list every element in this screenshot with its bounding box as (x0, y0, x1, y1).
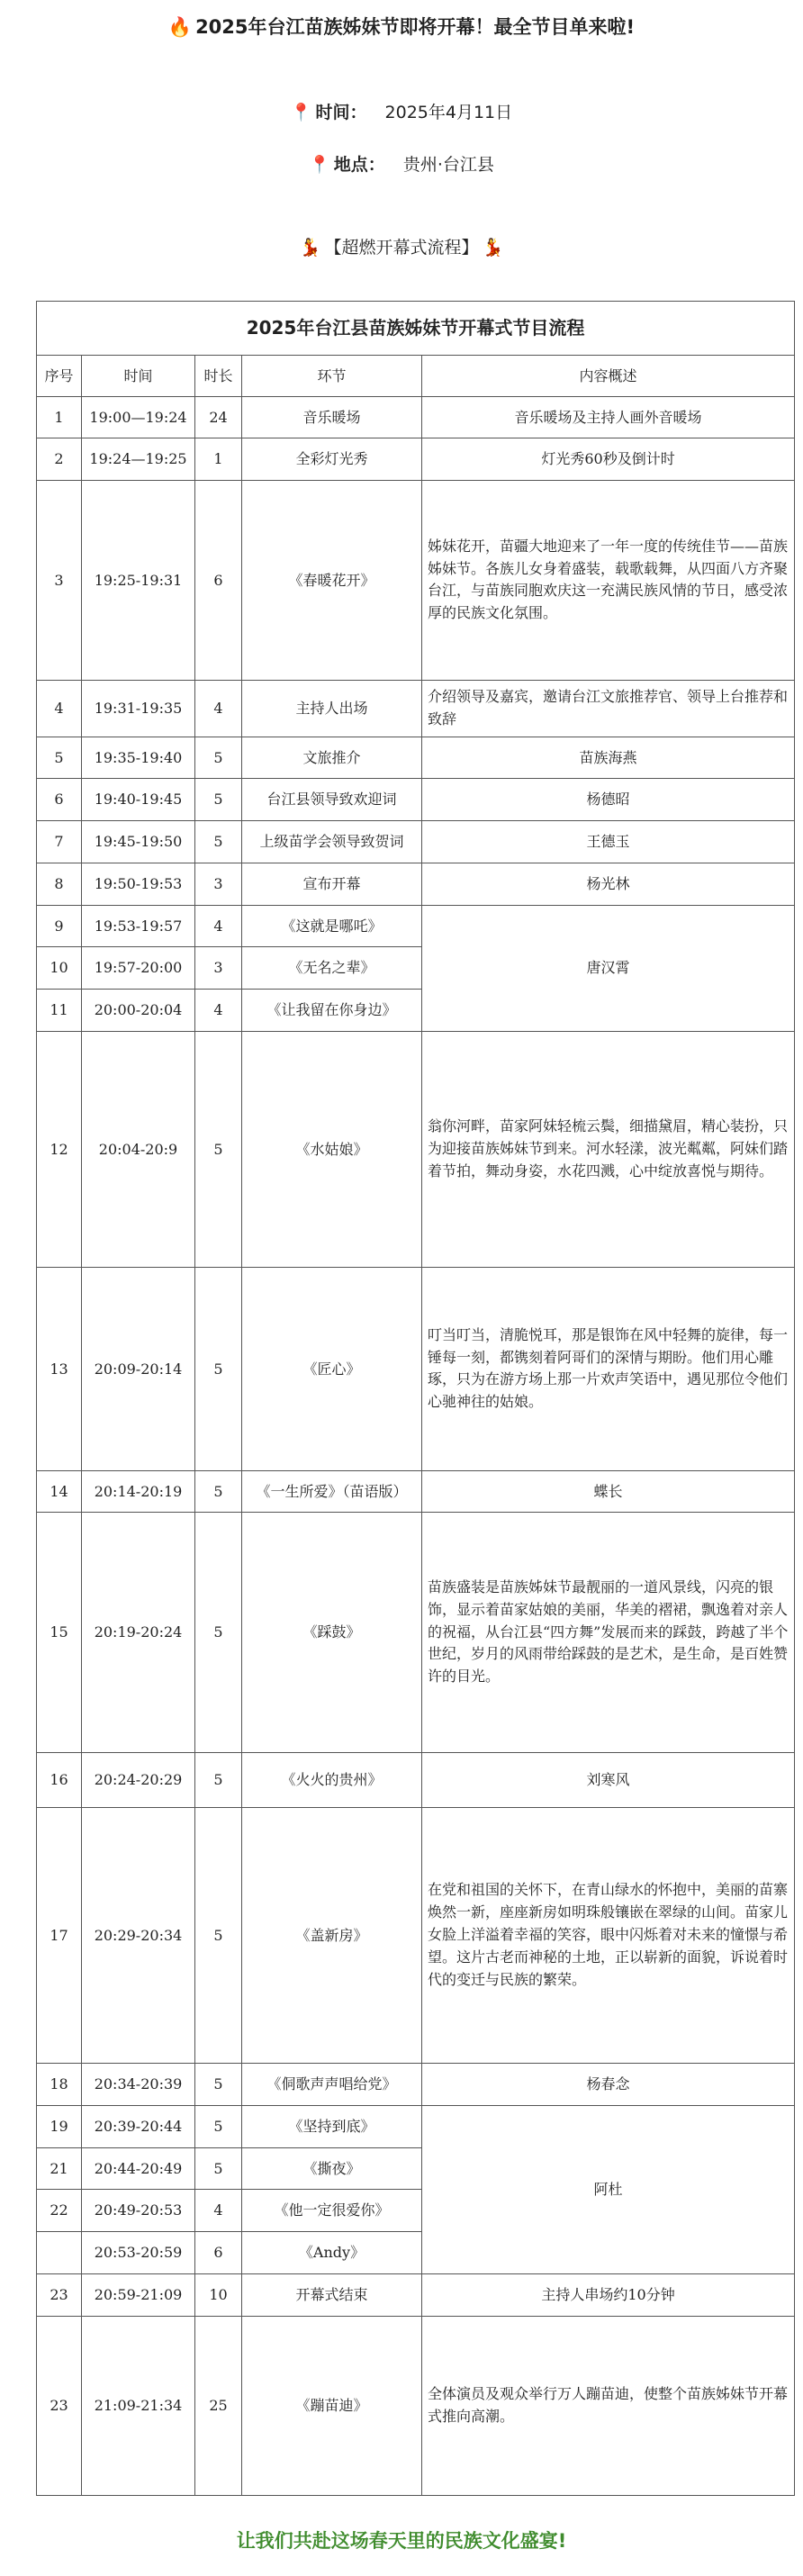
title-text: 2025年台江苗族姊妹节即将开幕！最全节目单来啦! (195, 16, 636, 38)
page-title (0, 13, 803, 40)
row-segment: 《春暖花开》 (242, 481, 422, 681)
program-table (36, 301, 795, 2496)
row-number: 7 (37, 821, 82, 863)
row-description: 全体演员及观众举行万人蹦苗迪，使整个苗族姊妹节开幕式推向高潮。 (422, 2316, 795, 2495)
table-row (37, 1752, 795, 1807)
row-time: 20:29-20:34 (82, 1807, 195, 2064)
row-description: 姊妹花开，苗疆大地迎来了一年一度的传统佳节——苗族姊妹节。各族儿女身着盛装，载歌载舞，从四面八方齐聚台江，与苗族同胞欢庆这一充满民族风情的节日，感受浓厚的民族文化氛围。 (422, 481, 795, 681)
table-row (37, 2273, 795, 2316)
row-duration: 3 (195, 947, 242, 990)
column-header: 环节 (242, 355, 422, 396)
table-row (37, 2064, 795, 2106)
row-description: 刘寒风 (422, 1752, 795, 1807)
row-segment: 《水姑娘》 (242, 1031, 422, 1267)
table-row (37, 863, 795, 905)
row-segment: 主持人出场 (242, 680, 422, 737)
table-title: 2025年台江县苗族姊妹节开幕式节目流程 (37, 302, 795, 356)
row-time: 20:14-20:19 (82, 1470, 195, 1513)
row-number: 15 (37, 1513, 82, 1752)
row-number: 9 (37, 905, 82, 947)
row-segment: 《坚持到底》 (242, 2105, 422, 2147)
row-description: 翁你河畔，苗家阿妹轻梳云鬓，细描黛眉，精心装扮，只为迎接苗族姊妹节到来。河水轻漾，波光粼粼，阿妹们踏着节拍，舞动身姿，水花四溅，心中绽放喜悦与期待。 (422, 1031, 795, 1267)
table-row (37, 821, 795, 863)
row-number: 23 (37, 2316, 82, 2495)
row-description: 苗族海燕 (422, 737, 795, 779)
row-number: 8 (37, 863, 82, 905)
row-time: 19:24—19:25 (82, 438, 195, 481)
table-row (37, 737, 795, 779)
row-segment: 音乐暖场 (242, 396, 422, 438)
row-segment: 《Andy》 (242, 2232, 422, 2274)
row-number: 22 (37, 2190, 82, 2232)
place-info (0, 151, 803, 176)
row-time: 19:00—19:24 (82, 396, 195, 438)
flow-text: 【超燃开幕式流程】 (324, 238, 479, 258)
column-header: 序号 (37, 355, 82, 396)
row-time: 19:35-19:40 (82, 737, 195, 779)
row-duration: 5 (195, 2105, 242, 2147)
row-time: 19:40-19:45 (82, 779, 195, 821)
row-time: 20:53-20:59 (82, 2232, 195, 2274)
column-header: 时长 (195, 355, 242, 396)
row-duration: 5 (195, 1470, 242, 1513)
row-segment: 《盖新房》 (242, 1807, 422, 2064)
time-info (0, 99, 803, 123)
time-label: 时间： (315, 103, 367, 122)
row-duration: 5 (195, 1268, 242, 1471)
row-time: 19:57-20:00 (82, 947, 195, 990)
row-duration: 4 (195, 990, 242, 1032)
column-header: 内容概述 (422, 355, 795, 396)
column-header: 时间 (82, 355, 195, 396)
row-time: 19:45-19:50 (82, 821, 195, 863)
row-time: 20:04-20:9 (82, 1031, 195, 1267)
row-duration: 5 (195, 1807, 242, 2064)
row-number: 19 (37, 2105, 82, 2147)
row-description: 杨光林 (422, 863, 795, 905)
row-duration: 5 (195, 737, 242, 779)
place-label: 地点： (333, 155, 385, 175)
row-description: 音乐暖场及主持人画外音暖场 (422, 396, 795, 438)
row-time: 19:31-19:35 (82, 680, 195, 737)
row-time: 20:44-20:49 (82, 2147, 195, 2190)
row-segment: 《踩鼓》 (242, 1513, 422, 1752)
row-description: 王德玉 (422, 821, 795, 863)
footer-slogan: 让我们共赴这场春天里的民族文化盛宴! (236, 2530, 567, 2552)
row-segment: 《无名之辈》 (242, 947, 422, 990)
table-row (37, 1807, 795, 2064)
row-number: 1 (37, 396, 82, 438)
row-description: 杨春念 (422, 2064, 795, 2106)
row-description: 阿杜 (422, 2105, 795, 2273)
row-number: 17 (37, 1807, 82, 2064)
table-row (37, 1513, 795, 1752)
row-description: 蝶长 (422, 1470, 795, 1513)
row-time: 19:50-19:53 (82, 863, 195, 905)
row-segment: 《他一定很爱你》 (242, 2190, 422, 2232)
row-number: 16 (37, 1752, 82, 1807)
table-row (37, 2316, 795, 2495)
table-row (37, 481, 795, 681)
row-number: 5 (37, 737, 82, 779)
row-time: 20:24-20:29 (82, 1752, 195, 1807)
row-time: 20:34-20:39 (82, 2064, 195, 2106)
row-number: 4 (37, 680, 82, 737)
row-segment: 《匠心》 (242, 1268, 422, 1471)
row-time: 20:39-20:44 (82, 2105, 195, 2147)
row-segment: 宣布开幕 (242, 863, 422, 905)
table-row (37, 2105, 795, 2147)
row-number: 14 (37, 1470, 82, 1513)
table-row (37, 680, 795, 737)
row-number: 18 (37, 2064, 82, 2106)
row-duration: 5 (195, 1031, 242, 1267)
pin-icon: 📍 (290, 103, 312, 122)
row-number: 10 (37, 947, 82, 990)
row-segment: 开幕式结束 (242, 2273, 422, 2316)
row-description: 介绍领导及嘉宾，邀请台江文旅推荐官、领导上台推荐和致辞 (422, 680, 795, 737)
row-number: 6 (37, 779, 82, 821)
pin-icon: 📍 (309, 155, 330, 175)
table-row (37, 779, 795, 821)
row-duration: 5 (195, 1752, 242, 1807)
row-segment: 文旅推介 (242, 737, 422, 779)
row-duration: 3 (195, 863, 242, 905)
row-segment: 《一生所爱》（苗语版） (242, 1470, 422, 1513)
row-duration: 5 (195, 2064, 242, 2106)
row-duration: 5 (195, 821, 242, 863)
table-row (37, 1031, 795, 1267)
table-row (37, 1268, 795, 1471)
row-segment: 《侗歌声声唱给党》 (242, 2064, 422, 2106)
row-duration: 5 (195, 1513, 242, 1752)
dancer-icon: 💃 (482, 238, 504, 258)
row-duration: 4 (195, 2190, 242, 2232)
row-description: 灯光秀60秒及倒计时 (422, 438, 795, 481)
row-description: 唐汉霄 (422, 905, 795, 1031)
row-description: 杨德昭 (422, 779, 795, 821)
row-duration: 4 (195, 905, 242, 947)
row-duration: 4 (195, 680, 242, 737)
row-time: 20:59-21:09 (82, 2273, 195, 2316)
row-number: 13 (37, 1268, 82, 1471)
row-number: 23 (37, 2273, 82, 2316)
row-time: 20:49-20:53 (82, 2190, 195, 2232)
table-row (37, 438, 795, 481)
place-value: 贵州·台江县 (402, 155, 494, 175)
row-segment: 上级苗学会领导致贺词 (242, 821, 422, 863)
row-time: 20:19-20:24 (82, 1513, 195, 1752)
row-segment: 台江县领导致欢迎词 (242, 779, 422, 821)
row-time: 21:09-21:34 (82, 2316, 195, 2495)
row-duration: 6 (195, 2232, 242, 2274)
time-value: 2025年4月11日 (384, 103, 513, 122)
table-row (37, 905, 795, 947)
row-description: 在党和祖国的关怀下，在青山绿水的怀抱中，美丽的苗寨焕然一新，座座新房如明珠般镶嵌在翠绿的山间。苗家儿女脸上洋溢着幸福的笑容，眼中闪烁着对未来的憧憬与希望。这片古老而神秘的土地，正以崭新的面貌，诉说着时代的变迁与民族的繁荣。 (422, 1807, 795, 2064)
row-description: 叮当叮当，清脆悦耳，那是银饰在风中轻舞的旋律，每一锤每一刻，都镌刻着阿哥们的深情与期盼。他们用心雕琢，只为在游方场上那一片欢声笑语中，遇见那位令他们心驰神往的姑娘。 (422, 1268, 795, 1471)
row-duration: 1 (195, 438, 242, 481)
fire-icon: 🔥 (167, 16, 193, 38)
row-duration: 6 (195, 481, 242, 681)
row-duration: 5 (195, 779, 242, 821)
row-segment: 全彩灯光秀 (242, 438, 422, 481)
row-number: 12 (37, 1031, 82, 1267)
table-row (37, 396, 795, 438)
row-segment: 《这就是哪吒》 (242, 905, 422, 947)
row-number: 21 (37, 2147, 82, 2190)
row-time: 20:00-20:04 (82, 990, 195, 1032)
row-number: 11 (37, 990, 82, 1032)
row-number: 2 (37, 438, 82, 481)
row-segment: 《蹦苗迪》 (242, 2316, 422, 2495)
row-duration: 24 (195, 396, 242, 438)
row-number (37, 2232, 82, 2274)
row-duration: 25 (195, 2316, 242, 2495)
row-duration: 10 (195, 2273, 242, 2316)
row-description: 主持人串场约10分钟 (422, 2273, 795, 2316)
row-time: 19:25-19:31 (82, 481, 195, 681)
row-segment: 《撕夜》 (242, 2147, 422, 2190)
row-duration: 5 (195, 2147, 242, 2190)
dancer-icon: 💃 (299, 238, 321, 258)
row-time: 20:09-20:14 (82, 1268, 195, 1471)
table-row (37, 1470, 795, 1513)
row-segment: 《让我留在你身边》 (242, 990, 422, 1032)
row-time: 19:53-19:57 (82, 905, 195, 947)
row-description: 苗族盛装是苗族姊妹节最靓丽的一道风景线，闪亮的银饰，显示着苗家姑娘的美丽，华美的褶裙，飘逸着对亲人的祝福，从台江县“四方舞”发展而来的踩鼓，跨越了半个世纪，岁月的风雨带给踩鼓的是艺术，是生命，是百姓赞许的目光。 (422, 1513, 795, 1752)
row-segment: 《火火的贵州》 (242, 1752, 422, 1807)
flow-heading (0, 234, 803, 258)
row-number: 3 (37, 481, 82, 681)
